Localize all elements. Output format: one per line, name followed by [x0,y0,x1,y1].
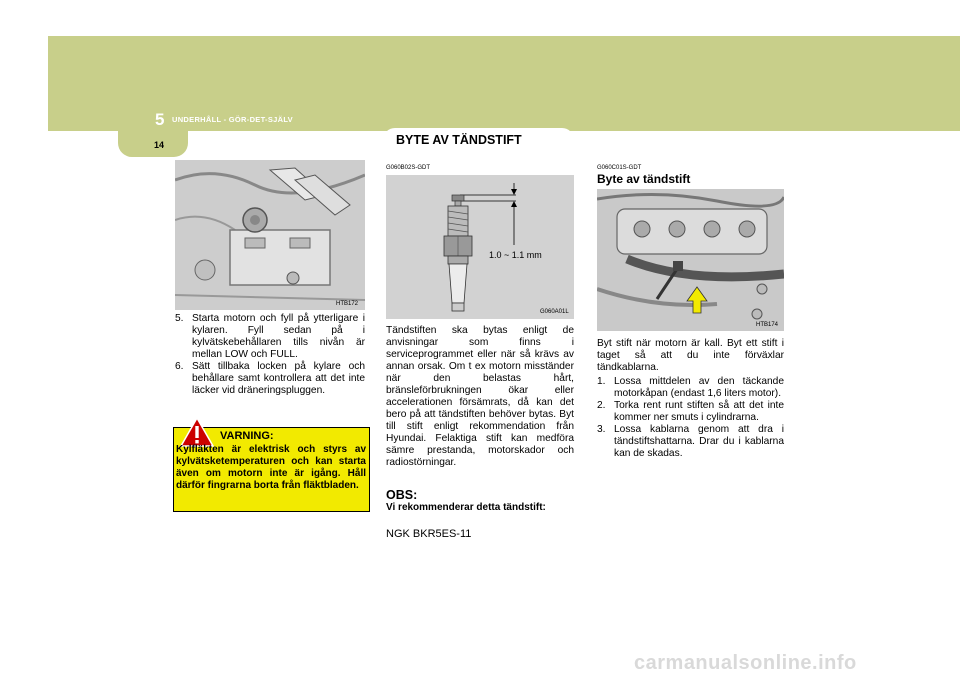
spark-plug-diagram [386,175,574,319]
page-number: 14 [154,140,165,150]
list-item [175,361,365,397]
warning-triangle-icon [180,417,214,447]
gap-label: 1.0 ~ 1.1 mm [489,250,542,260]
replacement-steps [597,376,784,460]
step-text: Lossa kablarna genom att dra i tändstiftshattarna. Drar du i kablarna kan de skadas. [614,424,784,459]
step-number: 2. [597,400,606,411]
list-item [597,376,784,400]
step-number: 1. [597,376,606,387]
radiator-illustration-icon [175,160,365,310]
image-code-g060a01l: G060A01L [540,309,569,315]
obs-subtitle: Vi rekommenderar detta tändstift: [386,502,546,513]
engine-photo [597,189,784,331]
warning-title: VARNING: [220,430,274,442]
step-text: Torka rent runt stiften så att det inte kommer ner smuts i cylindrarna. [614,400,784,423]
image-code-htb172: HTB172 [336,301,359,307]
watermark: carmanualsonline.info [634,652,857,674]
engine-illustration-icon [597,189,784,331]
chapter-title: UNDERHÅLL - GÖR-DET-SJÄLV [172,115,293,124]
obs-title: OBS: [386,488,418,502]
list-item [175,313,365,361]
replacement-paragraph: Tändstiften ska bytas enligt de anvisningar som finns i serviceprogrammet eller när så krävs av annan orsak. Om t ex motorn misständer när den belastas hårt, bränsleförbrukningen ökar eller accelerationen försämrats, då kan det bero på att tändstiften behöver bytas. Byt till stift enligt rekommendation från Hyundai. Felaktiga stift kan medföra sämre prestanda, motorskador och radiostörningar. [386,325,574,468]
step-number: 5. [175,313,184,324]
image-code-htb174: HTB174 [756,322,779,328]
list-item [597,400,784,424]
section-title: BYTE AV TÄNDSTIFT [396,133,522,147]
list-item [597,424,784,460]
warning-text: Kylfläkten är elektrisk och styrs av kylvätsketemperaturen och kan starta även om motorn inte är igång. Håll därför fingrarna borta från fläktbladen. [176,444,366,491]
step-number: 3. [597,424,606,435]
recommended-plug: NGK BKR5ES-11 [386,528,472,540]
replacement-heading: Byte av tändstift [597,172,691,186]
step-text: Starta motorn och fyll på ytterligare i kylaren. Fyll sedan på i kylvätskebehållaren tills nivån är mellan LOW och FULL. [192,313,365,360]
spark-plug-icon [386,175,574,319]
radiator-photo [175,160,365,310]
chapter-number: 5 [155,110,165,129]
ref-code-g060b02s: G060B02S-GDT [386,165,431,171]
refill-steps [175,313,365,397]
page-number-tab [118,131,188,157]
step-number: 6. [175,361,184,372]
step-text: Sätt tillbaka locken på kylare och behållare samt kontrollera att det inte läcker vid dräneringspluggen. [192,361,365,396]
step-text: Lossa mittdelen av den täckande motorkåpan (endast 1,6 liters motor). [614,376,784,399]
replacement-intro: Byt stift när motorn är kall. Byt ett stift i taget så att du inte förväxlar tändkablarna. [597,338,784,373]
ref-code-g060c01s: G060C01S-GDT [597,165,642,171]
